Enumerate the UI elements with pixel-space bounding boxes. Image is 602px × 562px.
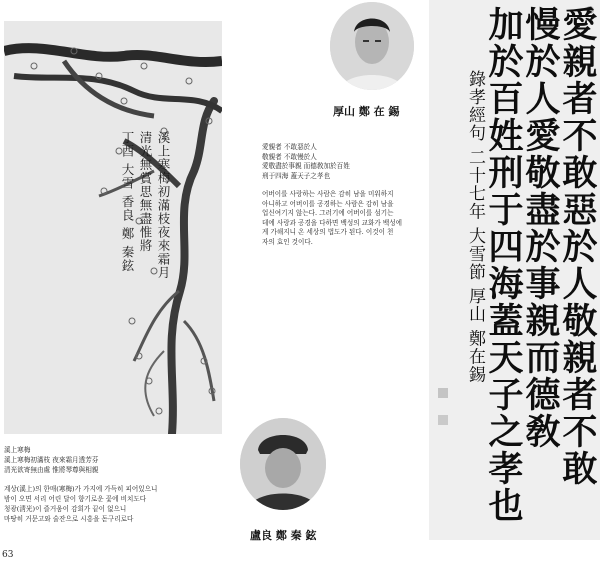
caption-hanja-line: 溪上寒梅: [4, 446, 31, 454]
page-number: 63: [2, 550, 14, 560]
calligraphy-columns: [429, 0, 600, 540]
calligraphy-artwork: [429, 0, 600, 540]
right-work-text: [262, 143, 427, 247]
caption-korean-line: 밤이 오면 서리 어린 달이 향기로운 꽃에 비치도다: [4, 495, 147, 503]
hanja-line: 刑于四海 蓋天子之孝也: [262, 171, 331, 180]
artist-name-top: 厚山 鄭 在 錫: [333, 105, 400, 118]
korean-line: 어버이를 사랑하는 사람은 감히 남을 미워하지: [262, 190, 394, 198]
plum-blossom-painting: [4, 21, 222, 434]
korean-line: 아니하고 어버이를 공경하는 사람은 감히 남을: [262, 199, 394, 208]
hanja-line: 敬親者 不敢慢於人: [262, 152, 317, 161]
painting-inscription: [10, 131, 170, 431]
older-man-portrait-photo: [240, 418, 326, 510]
inscription-column: 清光無賞思無盡惟將: [138, 131, 153, 253]
inscription-column: 溪上寒梅初滿枝夜來霜月: [156, 131, 171, 280]
hanja-line: 愛敬盡於事親 而德敎加於百姓: [262, 162, 350, 170]
calligraphy-signature: 錄孝經句 二十七年 大雪節 厚山 鄭在錫: [465, 70, 485, 384]
young-man-portrait-photo: [330, 2, 414, 90]
calligraphy-column: 加於百姓刑于四海蓋天子之孝也: [483, 6, 524, 524]
caption-korean-line: 계상(溪上)의 한매(寒梅)가 가지에 가득히 피어있으니: [4, 485, 158, 493]
caption-hanja-line: 清光欲寄無由處 惟將琴尊與相親: [4, 466, 99, 474]
korean-line: 업신여기지 않는다. 그러기에 어버이를 섬기는: [262, 209, 394, 217]
artist-portrait-top: [330, 2, 414, 90]
seal-stamp: [438, 415, 448, 425]
calligraphy-column: 慢於人愛敬盡於事親而德敎: [520, 6, 561, 450]
caption-korean-line: 마땅히 거문고와 술잔으로 시흥을 돋구리로다: [4, 515, 134, 523]
hanja-line: 愛親者 不敢惡於人: [262, 143, 317, 151]
inscription-column: 丁酉 大雪 香良 鄭 秦鉉: [120, 131, 135, 273]
korean-translation-block: [262, 190, 427, 247]
korean-line: 자의 효인 것이다.: [262, 237, 313, 246]
caption-korean-line: 청광(淸光)이 즐거움이 감회가 끝이 없으니: [4, 505, 127, 513]
caption-hanja-line: 溪上寒梅初滿枝 夜來霜月透芳芬: [4, 456, 99, 464]
artist-name-bottom: 盧良 鄭 秦 鉉: [250, 529, 317, 542]
seal-stamp: [438, 388, 448, 398]
korean-line: 데에 사랑과 공경을 다하면 백성의 교화가 백성에: [262, 218, 402, 227]
artist-portrait-bottom: [240, 418, 326, 510]
left-poem-caption: [4, 445, 234, 524]
hanja-text-block: [262, 143, 427, 181]
calligraphy-column: 愛親者不敢惡於人敬親者不敢: [557, 6, 598, 487]
korean-line: 게 가해지니 온 세상의 법도가 된다. 이것이 천: [262, 228, 394, 236]
